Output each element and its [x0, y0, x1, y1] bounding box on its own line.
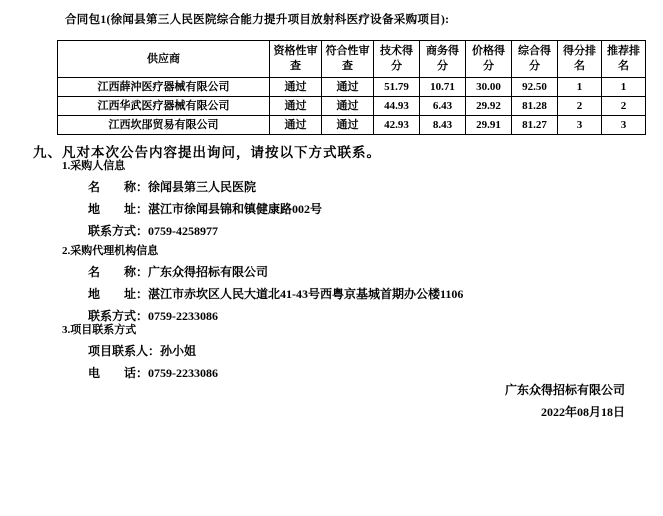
score-cell: 81.27: [512, 116, 558, 135]
score-cell: 42.93: [374, 116, 420, 135]
col-supplier: 供应商: [58, 41, 270, 78]
table-header-row: [58, 41, 646, 78]
contact-label: 联系方式：: [88, 224, 149, 238]
page-title: 合同包1(徐闻县第三人民医院综合能力提升项目放射科医疗设备采购项目):: [65, 14, 450, 26]
col-business-score: 商务得分: [420, 41, 466, 78]
rank-cell: 2: [558, 97, 602, 116]
block-title: 3.项目联系方式: [62, 324, 137, 336]
block-title: 1.采购人信息: [62, 160, 126, 172]
footer-date: 2022年08月18日: [540, 405, 625, 419]
contact-value: 0759-2233086: [148, 309, 219, 323]
project-contact-block: [62, 323, 218, 388]
purchaser-info-block: [62, 159, 322, 246]
score-cell: 44.93: [374, 97, 420, 116]
contact-label: 联系方式：: [88, 309, 149, 323]
table-row: [58, 78, 646, 97]
contact-line: [88, 202, 322, 217]
contact-label: 电 话：: [88, 366, 149, 380]
contact-line: [88, 265, 463, 280]
footer-company: 广东众得招标有限公司: [504, 383, 625, 397]
review-cell: 通过: [322, 78, 374, 97]
contact-line: [88, 309, 463, 324]
supplier-name-cell: 江西坎郘贸易有限公司: [58, 116, 270, 135]
score-cell: 10.71: [420, 78, 466, 97]
score-cell: 51.79: [374, 78, 420, 97]
col-qualification-review: 资格性审查: [270, 41, 322, 78]
rank-cell: 3: [558, 116, 602, 135]
supplier-name-cell: 江西华武医疗器械有限公司: [58, 97, 270, 116]
contact-value: 0759-4258977: [148, 224, 219, 238]
rank-cell: 1: [602, 78, 646, 97]
review-cell: 通过: [270, 97, 322, 116]
score-cell: 81.28: [512, 97, 558, 116]
table-row: [58, 97, 646, 116]
score-cell: 30.00: [466, 78, 512, 97]
contact-line: [88, 344, 218, 359]
score-cell: 6.43: [420, 97, 466, 116]
score-cell: 8.43: [420, 116, 466, 135]
score-cell: 29.91: [466, 116, 512, 135]
contact-line: [88, 366, 218, 381]
contact-value: 0759-2233086: [148, 366, 219, 380]
contact-label: 项目联系人：: [88, 344, 161, 358]
rank-cell: 2: [602, 97, 646, 116]
review-cell: 通过: [270, 78, 322, 97]
evaluation-score-table: [57, 40, 646, 135]
table-row: [58, 116, 646, 135]
contact-line: [88, 180, 322, 195]
contact-label: 地 址：: [88, 287, 149, 301]
contact-value: 湛江市徐闻县锦和镇健康路002号: [148, 202, 323, 216]
inquiry-section-heading: 九、凡对本次公告内容提出询问，请按以下方式联系。: [33, 145, 381, 160]
review-cell: 通过: [270, 116, 322, 135]
contact-label: 名 称：: [88, 265, 149, 279]
agency-info-block: [62, 244, 463, 331]
contact-line: [88, 287, 463, 302]
contact-value: 孙小姐: [160, 344, 197, 358]
review-cell: 通过: [322, 116, 374, 135]
col-recommend-rank: 推荐排名: [602, 41, 646, 78]
col-price-score: 价格得分: [466, 41, 512, 78]
col-technical-score: 技术得分: [374, 41, 420, 78]
contact-label: 地 址：: [88, 202, 149, 216]
score-cell: 92.50: [512, 78, 558, 97]
col-conformity-review: 符合性审查: [322, 41, 374, 78]
supplier-name-cell: 江西薛沖医疗器械有限公司: [58, 78, 270, 97]
rank-cell: 3: [602, 116, 646, 135]
contact-value: 广东众得招标有限公司: [148, 265, 269, 279]
review-cell: 通过: [322, 97, 374, 116]
contact-line: [88, 224, 322, 239]
contact-value: 徐闻县第三人民医院: [148, 180, 257, 194]
score-cell: 29.92: [466, 97, 512, 116]
col-score-rank: 得分排名: [558, 41, 602, 78]
contact-label: 名 称：: [88, 180, 149, 194]
col-total-score: 综合得分: [512, 41, 558, 78]
signature-block: [505, 383, 625, 420]
rank-cell: 1: [558, 78, 602, 97]
block-title: 2.采购代理机构信息: [62, 245, 159, 257]
contact-value: 湛江市赤坎区人民大道北41-43号西粤京基城首期办公楼1106: [148, 287, 464, 301]
